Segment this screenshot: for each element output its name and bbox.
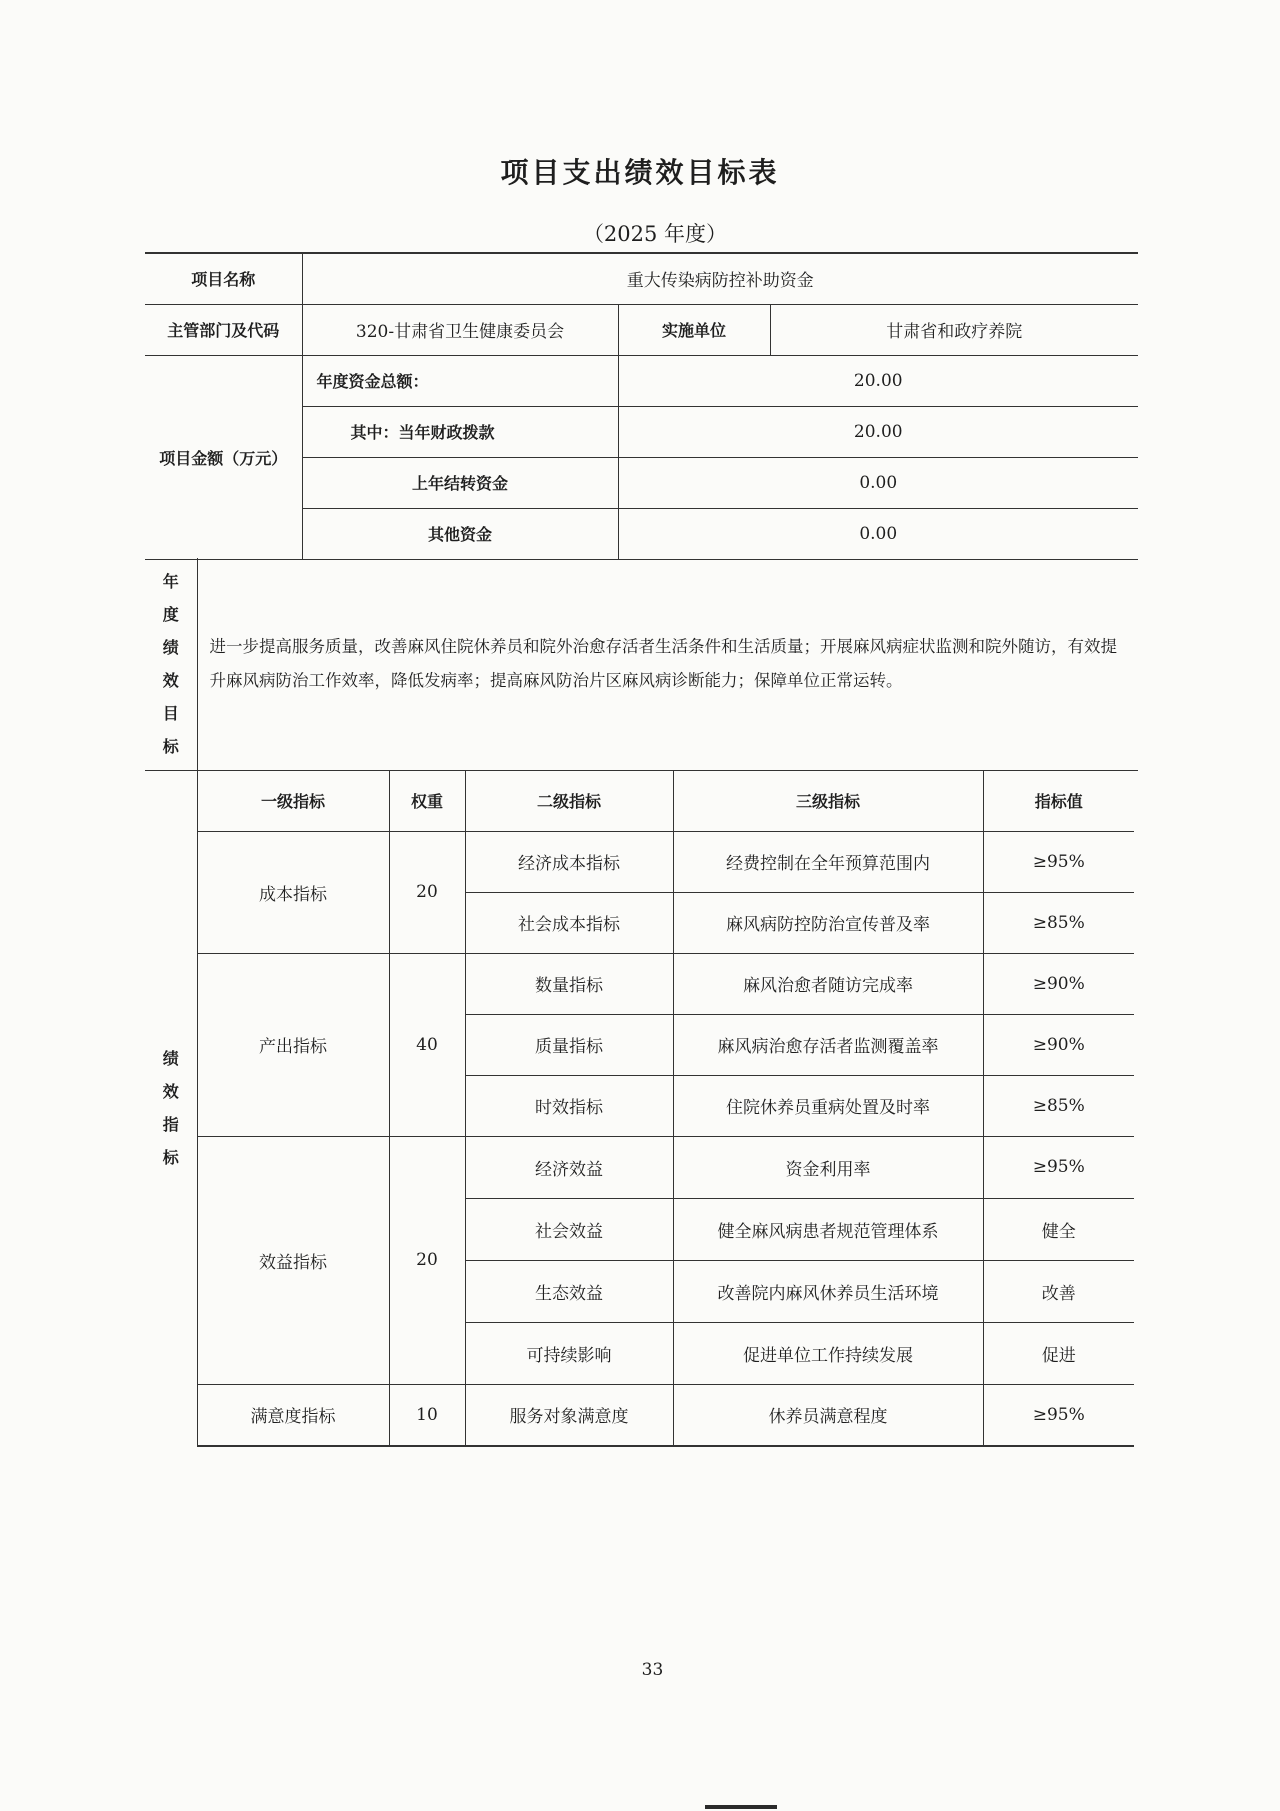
indicator-table — [145, 770, 1134, 1447]
carryover-label: 上年结转资金 — [302, 457, 618, 508]
weight-value: 20 — [389, 1136, 465, 1384]
amount-label: 项目金额（万元） — [145, 355, 302, 559]
header-level1: 一级指标 — [197, 770, 389, 831]
level2-name: 服务对象满意度 — [465, 1384, 673, 1446]
level2-name: 经济成本指标 — [465, 831, 673, 892]
indicator-value: ≥85% — [983, 1075, 1134, 1136]
level3-name: 麻风治愈者随访完成率 — [673, 953, 983, 1014]
indicator-value: ≥95% — [983, 1136, 1134, 1198]
level3-name: 资金利用率 — [673, 1136, 983, 1198]
table-row — [145, 1136, 1134, 1198]
bottom-mark — [705, 1805, 777, 1809]
level3-name: 改善院内麻风休养员生活环境 — [673, 1260, 983, 1322]
level2-name: 数量指标 — [465, 953, 673, 1014]
indicator-side-label: 绩 效 指 标 — [145, 770, 197, 1446]
dept-value: 320-甘肃省卫生健康委员会 — [302, 304, 618, 355]
indicator-value: ≥95% — [983, 831, 1134, 892]
level2-name: 社会效益 — [465, 1198, 673, 1260]
indicator-value: 健全 — [983, 1198, 1134, 1260]
level1-name: 满意度指标 — [197, 1384, 389, 1446]
level3-name: 经费控制在全年预算范围内 — [673, 831, 983, 892]
indicator-value: ≥95% — [983, 1384, 1134, 1446]
level1-name: 效益指标 — [197, 1136, 389, 1384]
goal-label — [145, 558, 197, 770]
page-subtitle: （2025 年度） — [582, 222, 728, 246]
goal-table — [145, 558, 1138, 771]
indicator-value: 促进 — [983, 1322, 1134, 1384]
project-info-table — [145, 252, 1138, 560]
table-row — [145, 831, 1134, 892]
fiscal-label: 其中：当年财政拨款 — [302, 406, 618, 457]
header-level2: 二级指标 — [465, 770, 673, 831]
carryover-value: 0.00 — [618, 457, 1138, 508]
header-value: 指标值 — [983, 770, 1134, 831]
level3-name: 住院休养员重病处置及时率 — [673, 1075, 983, 1136]
weight-value: 20 — [389, 831, 465, 953]
impl-label: 实施单位 — [618, 304, 770, 355]
annual-total-label: 年度资金总额： — [302, 355, 618, 406]
header-weight: 权重 — [389, 770, 465, 831]
level3-name: 麻风病治愈存活者监测覆盖率 — [673, 1014, 983, 1075]
level2-name: 生态效益 — [465, 1260, 673, 1322]
annual-total-value: 20.00 — [618, 355, 1138, 406]
fiscal-value: 20.00 — [618, 406, 1138, 457]
level3-name: 健全麻风病患者规范管理体系 — [673, 1198, 983, 1260]
level3-name: 促进单位工作持续发展 — [673, 1322, 983, 1384]
indicator-value: ≥90% — [983, 1014, 1134, 1075]
page-title: 项目支出绩效目标表 — [500, 156, 780, 189]
level1-name: 产出指标 — [197, 953, 389, 1136]
level3-name: 麻风病防控防治宣传普及率 — [673, 892, 983, 953]
indicator-value: 改善 — [983, 1260, 1134, 1322]
indicator-value: ≥85% — [983, 892, 1134, 953]
table-row — [145, 1384, 1134, 1446]
level2-name: 社会成本指标 — [465, 892, 673, 953]
level3-name: 休养员满意程度 — [673, 1384, 983, 1446]
level2-name: 质量指标 — [465, 1014, 673, 1075]
level2-name: 时效指标 — [465, 1075, 673, 1136]
table-row — [145, 953, 1134, 1014]
level2-name: 经济效益 — [465, 1136, 673, 1198]
goal-label-text: 年 度 绩 效 目 标 — [162, 571, 179, 756]
project-name-value: 重大传染病防控补助资金 — [302, 253, 1138, 304]
header-level3: 三级指标 — [673, 770, 983, 831]
level1-name: 成本指标 — [197, 831, 389, 953]
dept-label: 主管部门及代码 — [145, 304, 302, 355]
project-name-label: 项目名称 — [145, 253, 302, 304]
level2-name: 可持续影响 — [465, 1322, 673, 1384]
weight-value: 10 — [389, 1384, 465, 1446]
page-number: 33 — [641, 1660, 664, 1680]
other-funds-label: 其他资金 — [302, 508, 618, 559]
goal-text: 进一步提高服务质量，改善麻风住院休养员和院外治愈存活者生活条件和生活质量；开展麻风病症状监测和院外随访，有效提升麻风病防治工作效率，降低发病率；提高麻风防治片区麻风病诊断能力；保障单位正常运转。 — [197, 558, 1138, 770]
other-funds-value: 0.00 — [618, 508, 1138, 559]
weight-value: 40 — [389, 953, 465, 1136]
indicator-value: ≥90% — [983, 953, 1134, 1014]
impl-value: 甘肃省和政疗养院 — [770, 304, 1138, 355]
